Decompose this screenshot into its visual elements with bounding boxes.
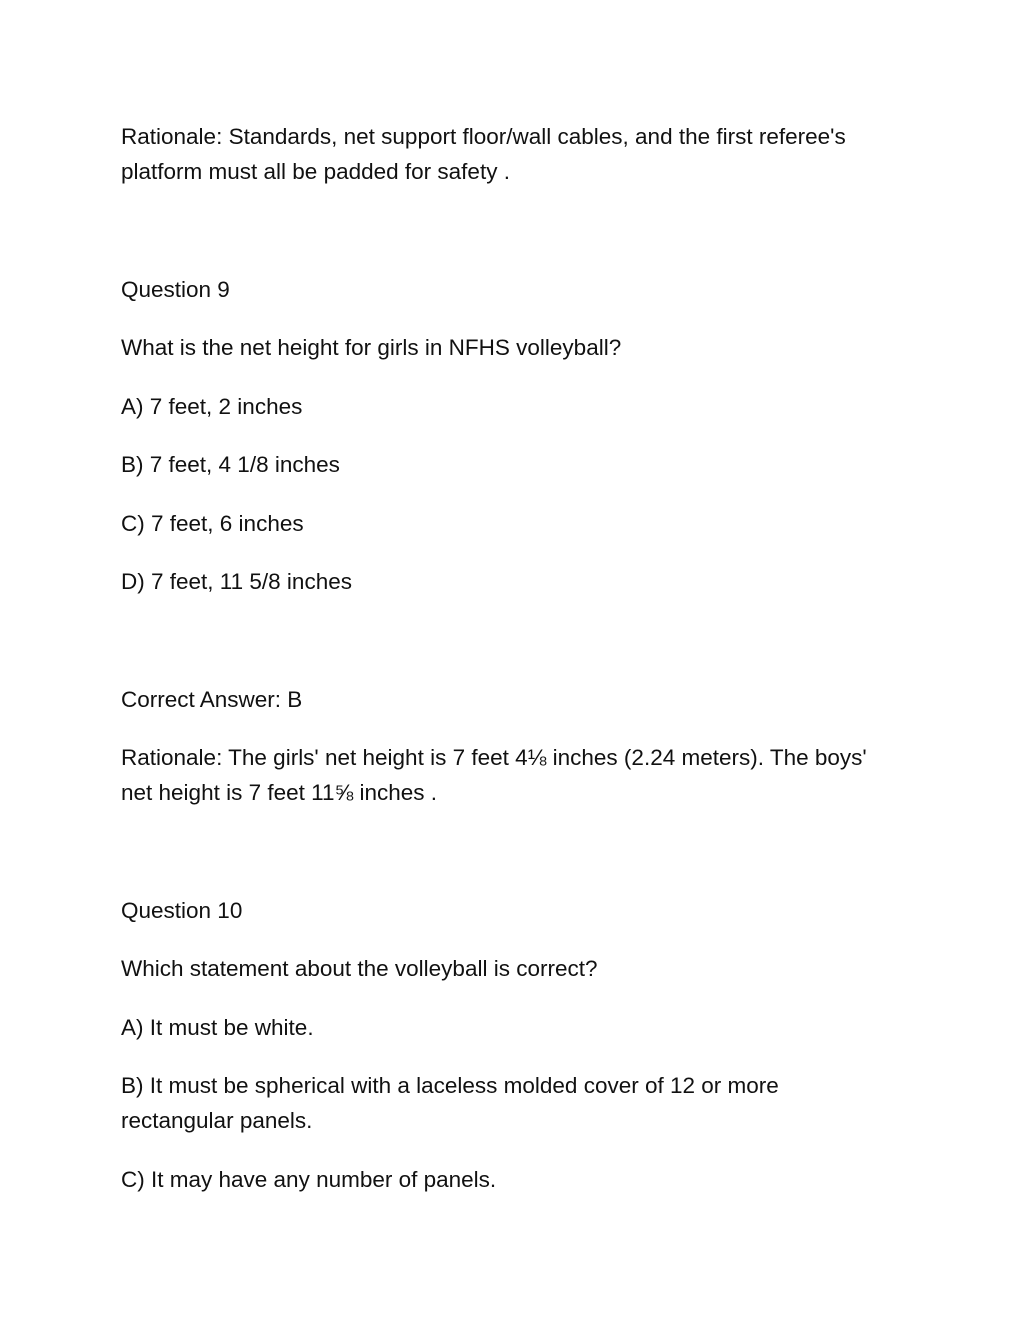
q9-option-b: B) 7 feet, 4 1/8 inches bbox=[121, 452, 340, 477]
q9-heading: Question 9 bbox=[121, 277, 230, 302]
q9-correct-answer: Correct Answer: B bbox=[121, 687, 303, 712]
q9-rationale: Rationale: The girls' net height is 7 feet 4⅛ inches (2.24 meters). The boys' net height is 7 feet 11⅝ inches . bbox=[121, 745, 867, 805]
q9-option-c: C) 7 feet, 6 inches bbox=[121, 511, 304, 536]
q8-rationale: Rationale: Standards, net support floor/wall cables, and the first referee's platform must all be padded for safety . bbox=[121, 124, 846, 184]
q9-option-a: A) 7 feet, 2 inches bbox=[121, 394, 303, 419]
q10-option-c: C) It may have any number of panels. bbox=[121, 1167, 497, 1192]
q10-heading: Question 10 bbox=[121, 898, 243, 923]
q9-option-d: D) 7 feet, 11 5/8 inches bbox=[121, 569, 352, 594]
q9-prompt: What is the net height for girls in NFHS volleyball? bbox=[121, 335, 622, 360]
q10-option-b: B) It must be spherical with a laceless molded cover of 12 or more rectangular panels. bbox=[121, 1073, 779, 1133]
q10-option-a: A) It must be white. bbox=[121, 1015, 314, 1040]
q10-prompt: Which statement about the volleyball is correct? bbox=[121, 956, 598, 981]
